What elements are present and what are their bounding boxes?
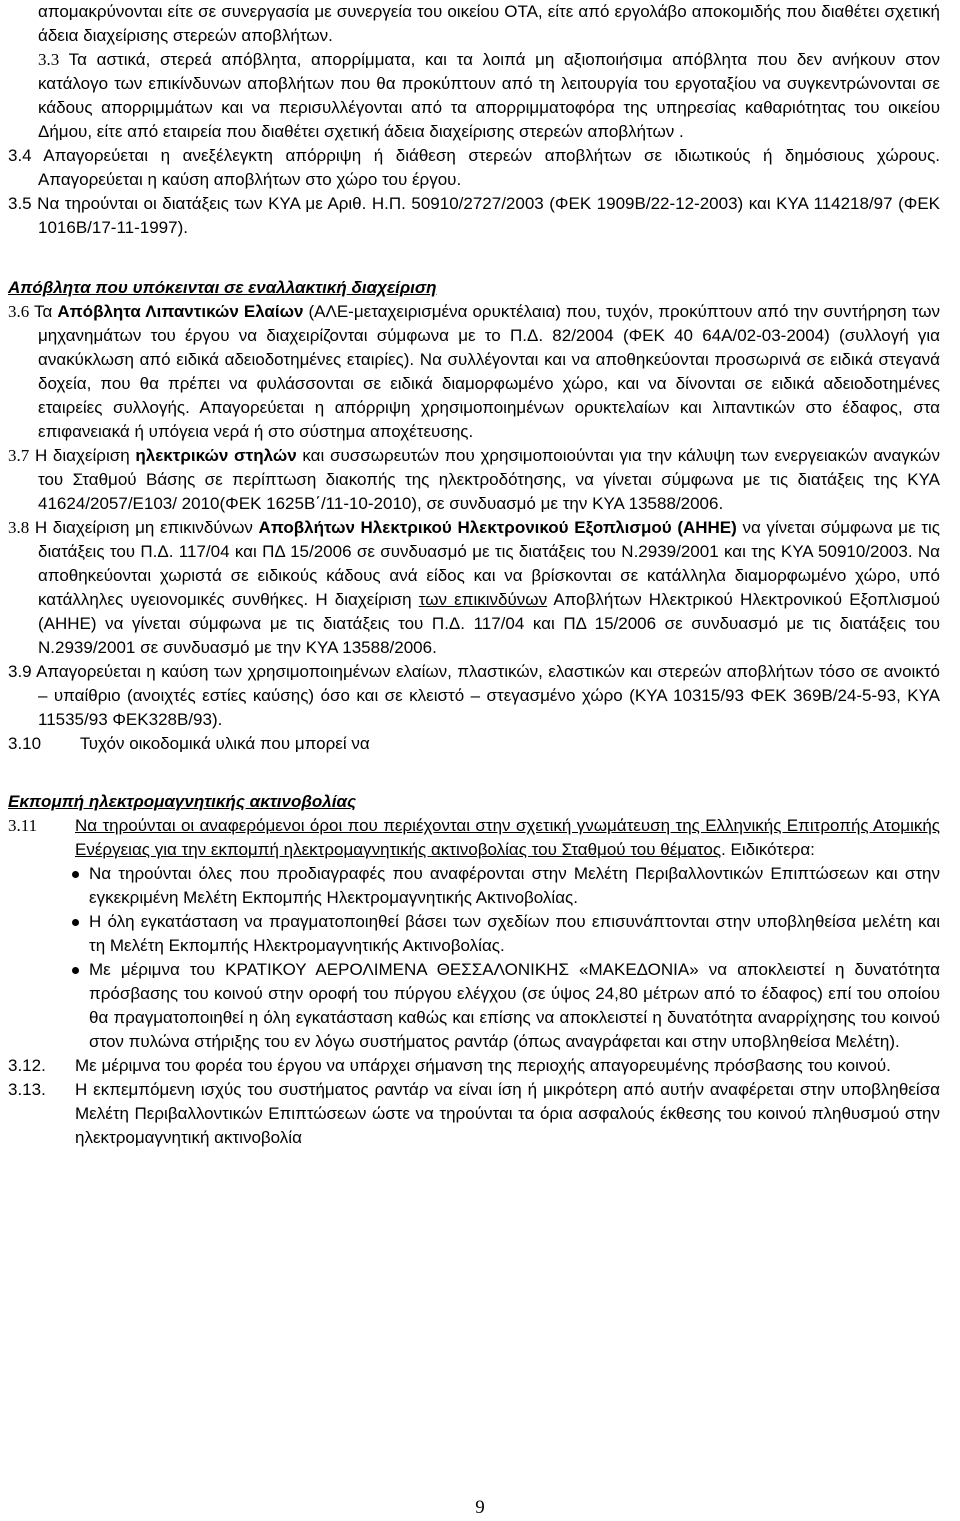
list-item [89,862,940,910]
item-text-bold: Αποβλήτων Ηλεκτρικού Ηλεκτρονικού Εξοπλισμού (ΑΗΗΕ) [258,518,737,537]
item-text-post: και συσσωρευτών που χρησιμοποιούνται για την κάλυψη των ενεργειακών αναγκών του Σταθμού Βάσης σε περίπτωση διακοπής της ηλεκτροδότησης, να γίνεται σύμφωνα με τις διατάξεις της ΚΥΑ 41624/2057/Ε103/ 2010(ΦΕΚ 1625Β΄/11-10-2010), σε συνδυασμό με την ΚΥΑ 13588/2006. [38,446,940,513]
item-text-post: (ΑΛΕ-μεταχειρισμένα ορυκτέλαια) που, τυχόν, προκύπτουν από την συντήρηση των μηχανημάτων του έργου να διαχειρίζονται σύμφωνα με το Π.Δ. 82/2004 (ΦΕΚ 40 64Α/02-03-2004) (συλλογή για ανακύκλωση από ειδικά αδειοδοτημένες εταιρίες). Να συλλέγονται και να αποθηκεύονται προσωρινά σε ειδικά στεγανά δοχεία, που θα πρέπει να φυλάσσονται σε ειδικά διαμορφωμένο χώρο, και να δίνονται σε ειδικά αδειοδοτημένες εταιρείες συλλογής. Απαγορεύεται η απόρριψη χρησιμοποιημένων ορυκτελαίων και λιπαντικών στο έδαφος, στα επιφανειακά ή υπόγεια νερά ή στο σύστημα αποχέτευσης. [38,302,940,441]
item-number: 3.6 [8,302,30,321]
list-item-text: Η όλη εγκατάσταση να πραγματοποιηθεί βάσει των σχεδίων που επισυνάπτονται στην υποβληθείσα μελέτη και τη Μελέτη Εκπομπής Ηλεκτρομαγνητικής Ακτινοβολίας. [89,912,940,955]
item-3-4 [8,144,940,192]
intro-line-1: απομακρύνονται είτε σε συνεργασία με συνεργεία του οικείου ΟΤΑ, είτε από εργολάβο [38,2,687,21]
bullet-icon [72,967,79,974]
list-item [89,958,940,1054]
item-text: Με μέριμνα του φορέα του έργου να υπάρχει σήμανση της περιοχής απαγορευμένης πρόσβασης του κοινού. [75,1056,891,1075]
item-3-13 [8,1078,940,1150]
item-text: Απαγορεύεται η ανεξέλεγκτη απόρριψη ή διάθεση στερεών αποβλήτων σε ιδιωτικούς ή δημόσιους χώρους. Απαγορεύεται η καύση αποβλήτων στο χώρο του έργου. [38,146,940,189]
item-3-8 [8,516,940,660]
item-number: 3.5 [8,194,32,213]
item-text-mid: να γίνεται σύμφωνα με τις διατάξεις του Π.Δ. 117/04 και ΠΔ 15/2006 σε συνδυασμό με τις διατάξεις του Ν.2939/2001 και της ΚΥΑ 50910/2003. Να αποθηκεύονται χωριστά σε ειδικούς κάδους ανά είδος και να βρίσκονται σε κατάλληλα διαμορφωμένο χώρο, υπό κατάλληλες υγειονομικές συνθήκες. Η διαχείριση [38,518,940,609]
item-number: 3.9 [8,662,32,681]
item-number: 3.10 [8,734,42,753]
item-text-pre: Η διαχείριση [34,446,130,465]
spacer [38,240,940,276]
item-text-underline: των επικινδύνων [418,590,548,609]
list-item-text: Με μέριμνα του ΚΡΑΤΙΚΟΥ ΑΕΡΟΛΙΜΕΝΑ ΘΕΣΣΑΛΟΝΙΚΗΣ «ΜΑΚΕΔΟΝΙΑ» να αποκλειστεί η δυνατότητα πρόσβασης του κοινού στην οροφή του πύργου ελέγχου (σε ύψος 24,80 μέτρων από το έδαφος) επί του οποίου θα πραγματοποιηθεί η όλη εγκατάσταση καθώς και επίσης να αποκλειστεί η δυνατότητα αναρρίχησης του κοινού στον πυλώνα στήριξης του εν λόγω συστήματος ραντάρ (όπως αναγράφεται και στην υποβληθείσα Μελέτη). [89,960,940,1051]
item-text-pre: Τα [33,302,53,321]
item-3-11 [8,814,940,862]
item-3-9 [8,660,940,732]
item-3-5 [8,192,940,240]
item-number: 3.4 [8,146,32,165]
item-number: 3.7 [8,446,30,465]
list-item [89,910,940,958]
item-number: 3.12. [8,1056,46,1075]
item-number: 3.8 [8,518,30,537]
bullet-icon [72,871,79,878]
item-text-bold: ηλεκτρικών στηλών [135,446,297,465]
item-text-pre: Η διαχείριση μη επικινδύνων [34,518,253,537]
item-3-10 [8,732,940,756]
item-3-3 [4,48,940,144]
item-3-7 [8,444,940,516]
item-text: Απαγορεύεται η καύση των χρησιμοποιημένων ελαίων, πλαστικών, ελαστικών και στερεών αποβλήτων τόσο σε ανοικτό – υπαίθριο (ανοιχτές εστίες καύσης) όσο και σε κλειστό – στεγασμένο χώρο (ΚΥΑ 10315/93 ΦΕΚ 369Β/24-5-93, ΚΥΑ 11535/93 ΦΕΚ328Β/93). [36,662,940,729]
item-text-underline: Να τηρούνται οι αναφερόμενοι όροι που περιέχονται στην σχετική γνωμάτευση της Ελληνικής Επιτροπής Ατομικής Ενέργειας για την εκπομπή ηλεκτρομαγνητικής ακτινοβολίας του Σταθμού του θέματος [75,816,940,859]
intro-line-2: αποκομιδής που διαθέτει σχετική άδεια διαχείρισης στερεών αποβλήτων. [38,2,940,45]
item-3-12 [8,1054,940,1078]
item-number: 3.11 [8,816,38,835]
bullet-icon [72,919,79,926]
item-3-6 [8,300,940,444]
section-heading-alternative-management: Απόβλητα που υπόκεινται σε εναλλακτική διαχείριση [8,278,437,297]
item-text: Τυχόν οικοδομικά υλικά που μπορεί να [79,734,370,753]
section-heading-emf: Εκπομπή ηλεκτρομαγνητικής ακτινοβολίας [8,792,357,811]
spacer [38,756,940,790]
document-page [8,0,941,1150]
item-text [75,814,940,862]
bullet-list [38,862,940,1054]
item-text: Να τηρούνται οι διατάξεις των ΚΥΑ με Αριθ. Η.Π. 50910/2727/2003 (ΦΕΚ 1909Β/22-12-2003) και ΚΥΑ 114218/97 (ΦΕΚ 1016Β/17-11-1997). [37,194,940,237]
page-number: 9 [475,1497,485,1518]
item-number: 3.3 [38,50,60,69]
list-item-text: Να τηρούνται όλες που προδιαγραφές που αναφέρονται στην Μελέτη Περιβαλλοντικών Επιπτώσεων και στην εγκεκριμένη Μελέτη Εκπομπής Ηλεκτρομαγνητικής Ακτινοβολίας. [89,864,940,907]
item-number: 3.13. [8,1080,46,1099]
intro-paragraph [38,0,940,48]
item-text-bold: Απόβλητα Λιπαντικών Ελαίων [57,302,304,321]
item-text: Η εκπεμπόμενη ισχύς του συστήματος ραντάρ να είναι ίση ή μικρότερη από αυτήν αναφέρεται στην υποβληθείσα Μελέτη Περιβαλλοντικών Επιπτώσεων ώστε να τηρούνται τα όρια ασφαλούς έκθεσης του κοινού πληθυσμού στην ηλεκτρομαγνητική ακτινοβολία [75,1080,940,1147]
item-text-post: Αποβλήτων Ηλεκτρικού Ηλεκτρονικού Εξοπλισμού (ΑΗΗΕ) να γίνεται σύμφωνα με τις διατάξεις του Π.Δ. 117/04 και ΠΔ 15/2006 σε συνδυασμό με τις διατάξεις του Ν.2939/2001 σε συνδυασμό με την ΚΥΑ 13588/2006. [38,590,941,657]
item-text-post: . Ειδικότερα: [721,840,815,859]
item-text: Τα αστικά, στερεά απόβλητα, απορρίμματα, και τα λοιπά μη αξιοποιήσιμα απόβλητα που δεν ανήκουν στον κατάλογο των επικίνδυνων αποβλήτων που θα προκύπτουν από τη λειτουργία του εργοταξίου να συγκεντρώνονται σε κάδους απορριμμάτων και να περισυλλέγονται από τα απορριμματοφόρα της υπηρεσίας καθαριότητας του οικείου Δήμου, είτε από εταιρεία που διαθέτει σχετική άδεια διαχείρισης στερεών αποβλήτων . [38,50,941,141]
